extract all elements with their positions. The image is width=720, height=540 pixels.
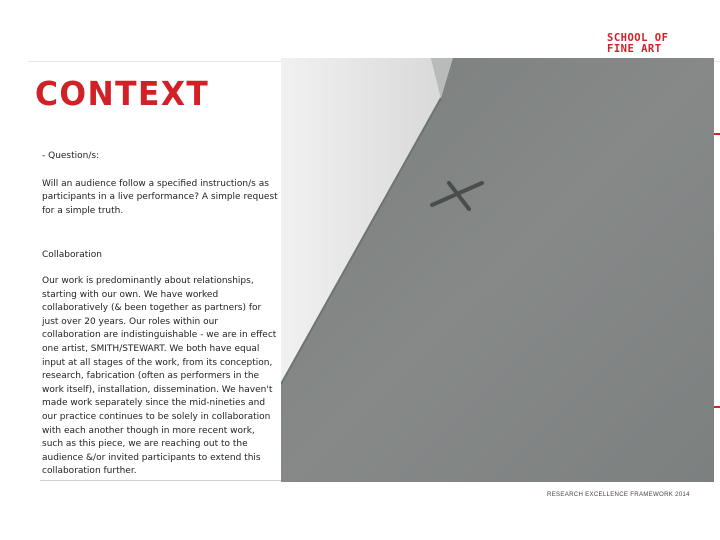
collaboration-text: Our work is predominantly about relationships, starting with our own. We have worked collaboratively (& been together as partners) for just over 20 years. Our roles within our collaboration are indistinguishable - we are in effect one artist, SMITH/STEWART. We both have equal input at all stages of the work, from its conception, research, fabrication (often as performers in the work itself), installation, dissemination. We haven't made work separately since the mid-nineties and our practice continues to be solely in collaboration with each another though in more recent work, such as this piece, we are reaching out to the audience &/or invited participants to extend this collaboration further.	[42, 275, 277, 477]
collaboration-heading: Collaboration	[42, 250, 102, 261]
logo-line-2: FINE ART	[607, 43, 662, 55]
photo-svg	[281, 58, 714, 482]
artwork-photo	[281, 58, 714, 482]
text-divider	[40, 480, 284, 481]
question-label: - Question/s:	[42, 151, 100, 161]
logo-line-1: SCHOOL OF	[607, 32, 669, 44]
accent-mark-top	[714, 133, 720, 135]
body-text	[42, 150, 278, 479]
footer-text: RESEARCH EXCELLENCE FRAMEWORK 2014	[547, 491, 690, 498]
accent-mark-bottom	[714, 406, 720, 408]
question-text: Will an audience follow a specified instruction/s as participants in a live performance? A simple request for a simple truth.	[42, 178, 278, 216]
page-title: CONTEXT	[35, 74, 210, 113]
school-of-fine-art-logo	[607, 33, 707, 55]
